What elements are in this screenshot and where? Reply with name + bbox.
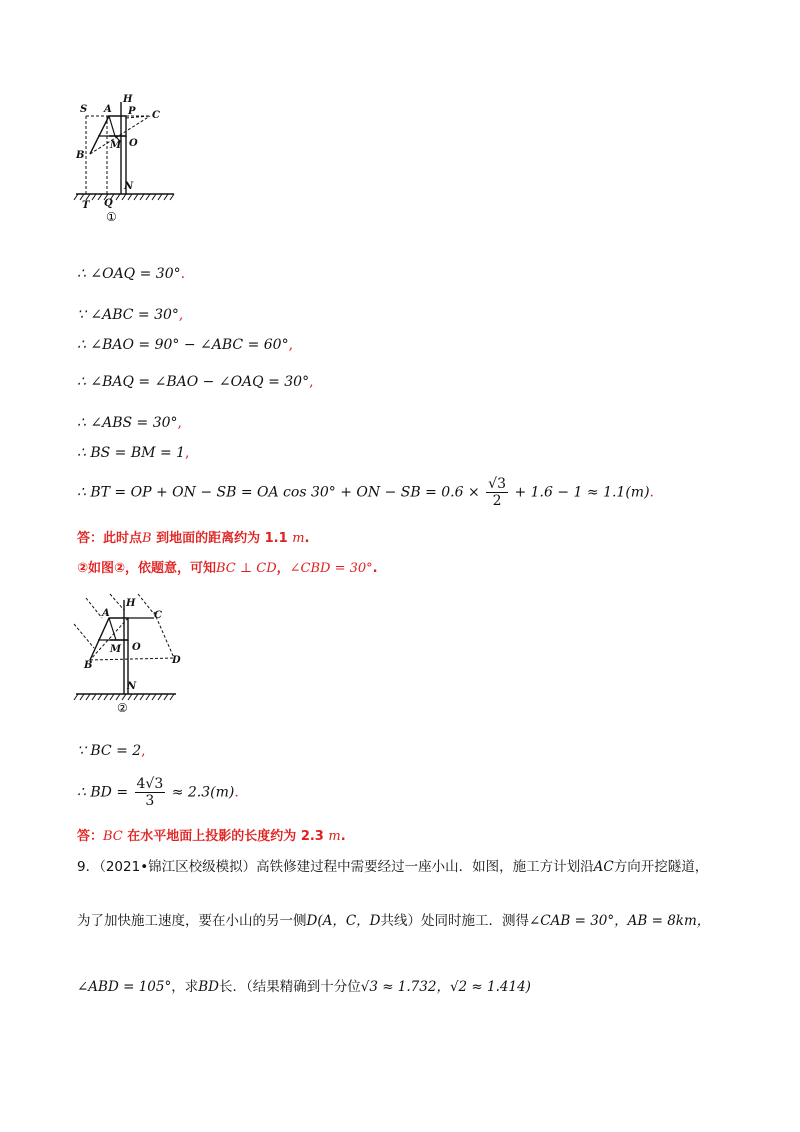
answer-2: 答：BC 在水平地面上投影的长度约为 2.3 m.	[77, 829, 346, 844]
question-9-line-1: 9．（2021•锦江区校级模拟）高铁修建过程中需要经过一座小山．如图，施工方计划沿AC方向开挖隧道，	[77, 859, 709, 875]
fig1-label-n: N	[124, 181, 134, 192]
step-line-8: ∵ BC = 2,	[77, 743, 146, 759]
step-line-6: ∴ BS = BM = 1,	[77, 445, 190, 461]
fig2-label-c: C	[154, 610, 162, 621]
fig2-label-o: O	[132, 642, 141, 653]
step-line-4: ∴ ∠BAQ = ∠BAO − ∠OAQ = 30°,	[77, 374, 314, 390]
fig1-caption: ①	[106, 210, 117, 224]
fraction-4sqrt3-over-3: $\frac{4√3}{3}$	[136, 776, 164, 809]
fig1-label-a: A	[104, 104, 112, 115]
fig2-label-h: H	[126, 598, 136, 609]
step-line-1: ∴ ∠OAQ = 30°.	[77, 266, 186, 282]
fig1-label-t: T	[82, 200, 90, 211]
step-line-7: ∴ BT = OP + ON − SB = OA cos 30° + ON − SB = 0.6 × $\frac{√3}{2}$ + 1.6 − 1 ≈ 1.1(m).	[77, 476, 654, 509]
part-2-intro: ②如图②，依题意，可知BC ⊥ CD，∠CBD = 30°.	[77, 561, 378, 576]
step-line-5: ∴ ∠ABS = 30°,	[77, 415, 182, 431]
fraction-sqrt3-over-2: $\frac{√3}{2}$	[488, 476, 506, 509]
fig1-label-p: P	[128, 106, 136, 117]
fig1-label-c: C	[152, 110, 160, 121]
fig1-label-q: Q	[104, 198, 113, 209]
answer-1: 答：此时点B 到地面的距离约为 1.1 m.	[77, 531, 310, 546]
fig2-label-b: B	[84, 660, 93, 671]
fig1-label-m: M	[110, 140, 122, 151]
fig1-label-b: B	[76, 150, 85, 161]
step-line-2: ∵ ∠ABC = 30°,	[77, 307, 184, 323]
fig2-caption: ②	[117, 701, 128, 715]
step-line-9: ∴ BD = $\frac{4√3}{3}$ ≈ 2.3(m).	[77, 776, 239, 809]
fig2-label-n: N	[127, 681, 137, 692]
fig1-label-h: H	[123, 94, 133, 105]
figure-1-diagram	[68, 92, 188, 234]
figure-2-diagram	[66, 588, 186, 723]
fig2-label-m: M	[110, 644, 122, 655]
question-9-line-2: 为了加快施工速度，要在小山的另一侧D(A，C，D共线）处同时施工．测得∠CAB = 30°，AB = 8km，	[77, 913, 711, 929]
fig1-label-o: O	[129, 138, 138, 149]
fig2-label-a: A	[102, 608, 110, 619]
step-line-3: ∴ ∠BAO = 90° − ∠ABC = 60°,	[77, 337, 294, 353]
fig1-label-s: S	[80, 104, 88, 115]
question-9-line-3: ∠ABD = 105°，求BD长．（结果精确到十分位√3 ≈ 1.732，√2 ≈ 1.414)	[77, 979, 531, 995]
fig2-label-d: D	[172, 655, 181, 666]
